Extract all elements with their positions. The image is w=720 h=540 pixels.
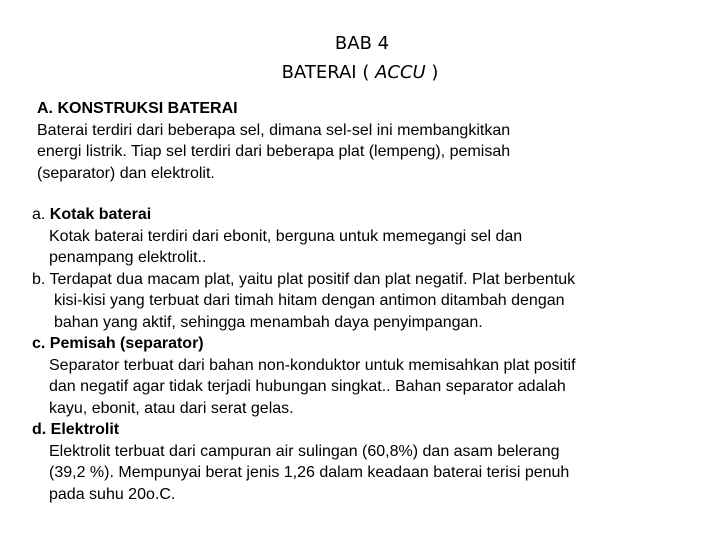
chapter-title: BATERAI ( ACCU ) <box>281 62 439 83</box>
item-line: (39,2 %). Mempunyai berat jenis 1,26 dalam keadaan baterai terisi penuh <box>49 464 570 481</box>
item-line: kayu, ebonit, atau dari serat gelas. <box>49 399 294 417</box>
list-item-plates <box>32 269 692 334</box>
section-heading: A. KONSTRUKSI BATERAI <box>37 100 238 117</box>
component-list <box>32 204 692 505</box>
item-title: b. Terdapat dua macam plat, yaitu plat positif dan plat negatif. Plat berbentuk <box>32 270 576 288</box>
item-line: pada suhu 20o.C. <box>49 485 176 503</box>
item-line: Kotak baterai terdiri dari ebonit, berguna untuk memegangi sel dan <box>49 227 523 245</box>
chapter-number: BAB 4 <box>334 33 390 54</box>
paragraph-line: (separator) dan elektrolit. <box>37 164 215 182</box>
paragraph-line: energi listrik. Tiap sel terdiri dari beberapa plat (lempeng), pemisah <box>37 143 511 160</box>
item-line: Elektrolit terbuat dari campuran air sulingan (60,8%) dan asam belerang <box>49 442 560 460</box>
list-item-battery-case <box>32 204 692 269</box>
item-line: dan negatif agar tidak terjadi hubungan singkat.. Bahan separator adalah <box>49 378 566 395</box>
item-line: kisi-kisi yang terbuat dari timah hitam dengan antimon ditambah dengan <box>54 292 565 309</box>
item-marker: a. <box>32 206 50 223</box>
list-item-separator <box>32 333 692 419</box>
item-line: Separator terbuat dari bahan non-konduktor untuk memisahkan plat positif <box>49 356 576 374</box>
item-line: penampang elektrolit.. <box>49 249 207 266</box>
item-title: Kotak baterai <box>49 206 152 223</box>
item-title: c. Pemisah (separator) <box>32 335 204 352</box>
item-line: bahan yang aktif, sehingga menambah daya penyimpangan. <box>54 313 483 331</box>
item-title: d. Elektrolit <box>32 421 120 438</box>
paragraph-line: Baterai terdiri dari beberapa sel, dimana sel-sel ini membangkitkan <box>37 121 511 139</box>
section-construction <box>37 98 677 184</box>
list-item-electrolyte <box>32 419 692 505</box>
